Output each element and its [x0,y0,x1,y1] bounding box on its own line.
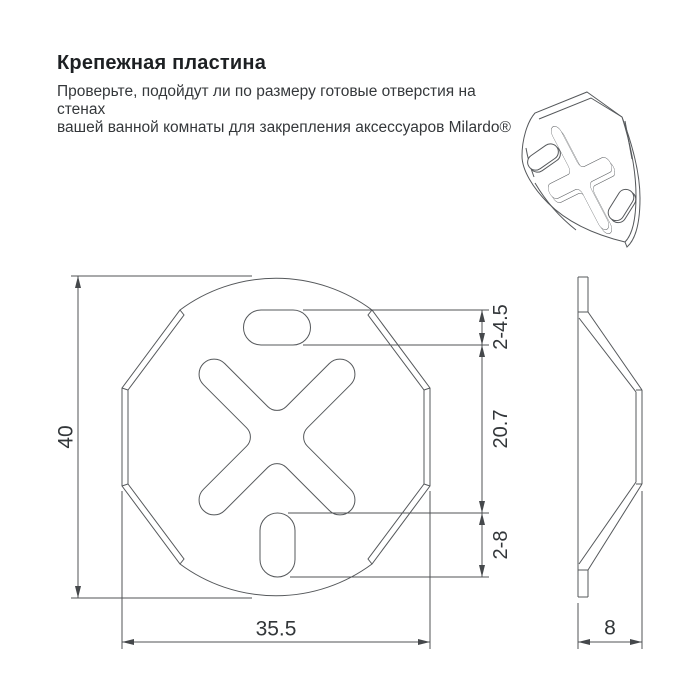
front-chamfer-ticks [122,388,430,486]
front-bottom-slot [260,513,295,577]
dim-label-slot-distance: 20.7 [490,409,512,449]
dim-width [122,491,430,649]
page-title: Крепежная пластина [57,52,267,74]
dim-label-height: 40 [54,425,78,449]
front-top-slot [244,310,311,345]
front-plate-outline [122,278,430,596]
dim-label-width: 35.5 [255,617,297,641]
dim-label-bottom-slot: 2-8 [490,530,512,560]
dim-label-depth: 8 [604,616,616,640]
front-cross-cutout [130,290,424,584]
front-chamfer-inner-left [128,310,184,564]
front-view [122,278,430,596]
iso-view [522,92,640,249]
side-view [578,277,642,649]
dim-label-top-slot: 2-4.5 [490,304,512,350]
dim-right-column [288,304,512,577]
dim-height [55,276,253,598]
description-line-1: Проверьте, подойдут ли по размеру готовые отверстия на стенах [57,83,476,118]
side-profile [578,277,642,597]
front-chamfer-inner-right [368,310,424,564]
description-line-2: вашей ванной комнаты для закрепления аксессуаров Milardo® [57,119,511,136]
